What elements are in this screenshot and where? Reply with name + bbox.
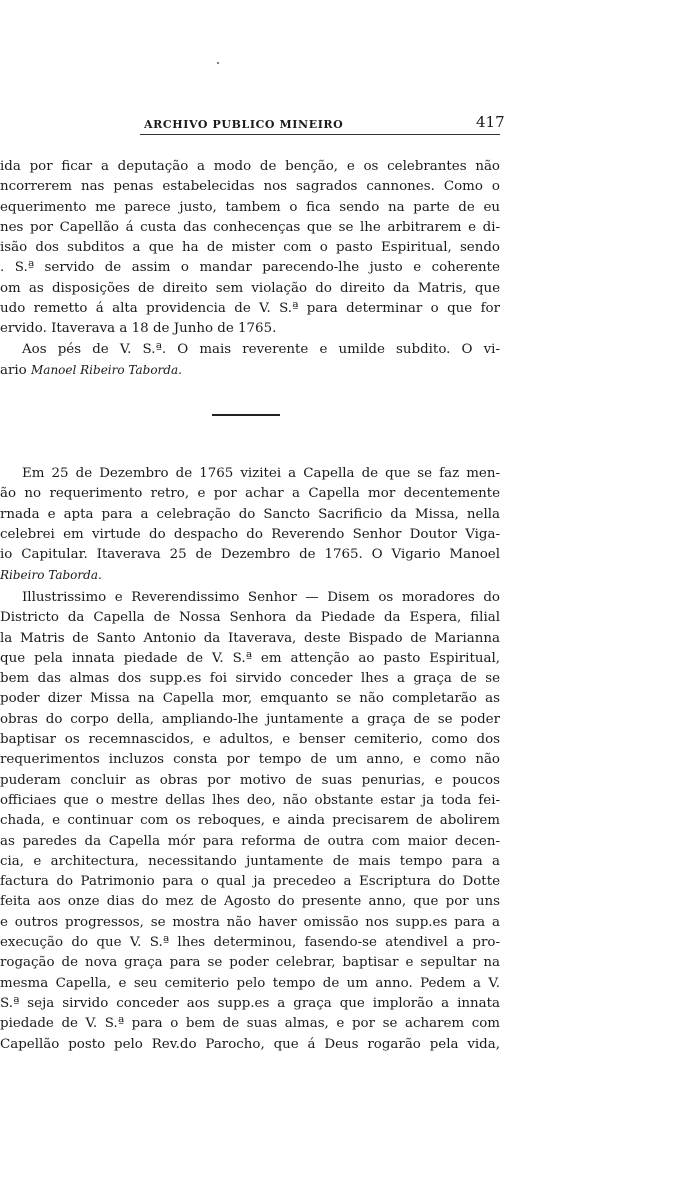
page-header bbox=[140, 112, 505, 138]
closing-line: Aos pés de V. S.ª. O mais reverente e umilde subdito. O vi- bbox=[22, 341, 500, 357]
signature-prefix: ario bbox=[0, 362, 27, 378]
text-line: poder dizer Missa na Capella mor, emquanto se não completarão as bbox=[0, 691, 500, 707]
section-separator bbox=[212, 414, 280, 416]
text-line: equerimento me parece justo, tambem o fica sendo na parte de eu bbox=[0, 199, 500, 215]
text-line: Em 25 de Dezembro de 1765 vizitei a Capella de que se faz men- bbox=[22, 466, 500, 481]
text-line: ncorrerem nas penas estabelecidas nos sagrados cannones. Como o bbox=[0, 179, 500, 195]
text-line: que pela innata piedade de V. S.ª em attenção ao pasto Espiritual, bbox=[0, 650, 500, 666]
text-line: io Capitular. Itaverava 25 de Dezembro de 1765. O Vigario Manoel bbox=[0, 547, 500, 563]
text-line: ervido. Itaverava a 18 de Junho de 1765. bbox=[0, 321, 277, 337]
text-line: cia, e architectura, necessitando juntamente de mais tempo para a bbox=[0, 853, 500, 869]
text-line: la Matris de Santo Antonio da Itaverava, deste Bispado de Marianna bbox=[0, 630, 500, 646]
paragraph-request-opinion bbox=[0, 157, 500, 381]
text-line: e outros progressos, se mostra não haver omissão nos supp.es para a bbox=[0, 914, 500, 930]
speck-mark bbox=[217, 62, 219, 64]
text-line: officiaes que o mestre dellas lhes deo, não obstante estar ja toda fei- bbox=[0, 792, 500, 808]
text-line: Districto da Capella de Nossa Senhora da Piedade da Espera, filial bbox=[0, 610, 500, 626]
running-title: ARCHIVO PUBLICO MINEIRO bbox=[144, 118, 344, 131]
text-line: obras do corpo della, ampliando-lhe juntamente a graça de se poder bbox=[0, 711, 500, 727]
signature-line bbox=[0, 360, 500, 381]
text-line: udo remetto á alta providencia de V. S.ª para determinar o que for bbox=[0, 301, 500, 317]
text-line: isão dos subditos a que ha de mister com o pasto Espiritual, sendo bbox=[0, 240, 500, 256]
signature-name: Manoel Ribeiro Taborda. bbox=[31, 362, 182, 377]
text-line: nes por Capellão á custa das conhecenças que se lhe arbitrarem e di- bbox=[0, 219, 500, 235]
paragraph-petition bbox=[0, 588, 500, 1055]
text-line: Capellão posto pelo Rev.do Parocho, que á Deus rogarão pela vida, bbox=[0, 1036, 500, 1052]
text-line: ida por ficar a deputação a modo de benção, e os celebrantes não bbox=[0, 159, 500, 174]
text-line: mesma Capella, e seu cemiterio pelo tempo de um anno. Pedem a V. bbox=[0, 975, 500, 991]
text-line: as paredes da Capella mór para reforma de outra com maior decen- bbox=[0, 833, 500, 849]
signature-line bbox=[0, 565, 500, 586]
text-line: S.ª seja sirvido conceder aos supp.es a graça que implorão a innata bbox=[0, 995, 500, 1011]
page-number: 417 bbox=[476, 113, 505, 131]
paragraph-visit-record bbox=[0, 464, 500, 587]
signature-name: Ribeiro Taborda. bbox=[0, 568, 102, 583]
text-line: rogação de nova graça para se poder celebrar, baptisar e sepultar na bbox=[0, 955, 500, 971]
text-line: puderam concluir as obras por motivo de suas penurias, e poucos bbox=[0, 772, 500, 788]
text-line: piedade de V. S.ª para o bem de suas almas, e por se acharem com bbox=[0, 1016, 500, 1032]
text-line: feita aos onze dias do mez de Agosto do presente anno, que por uns bbox=[0, 894, 500, 910]
text-line: requerimentos incluzos consta por tempo de um anno, e como não bbox=[0, 752, 500, 768]
text-line: baptisar os recemnascidos, e adultos, e benser cemiterio, como dos bbox=[0, 732, 500, 748]
header-rule bbox=[140, 134, 500, 135]
text-line: . S.ª servido de assim o mandar parecendo-lhe justo e coherente bbox=[0, 260, 500, 276]
text-line: rnada e apta para a celebração do Sancto Sacrificio da Missa, nella bbox=[0, 506, 500, 522]
text-line: ão no requerimento retro, e por achar a Capella mor decentemente bbox=[0, 486, 500, 502]
text-line: Illustrissimo e Reverendissimo Senhor — Disem os moradores do bbox=[22, 590, 500, 605]
text-line: execução do que V. S.ª lhes determinou, fasendo-se atendivel a pro- bbox=[0, 935, 500, 951]
text-line: celebrei em virtude do despacho do Reverendo Senhor Doutor Viga- bbox=[0, 526, 500, 542]
text-line: chada, e continuar com os reboques, e ainda precisarem de abolirem bbox=[0, 813, 500, 829]
text-line: om as disposições de direito sem violação do direito da Matris, que bbox=[0, 280, 500, 296]
text-line: factura do Patrimonio para o qual ja precedeo a Escriptura do Dotte bbox=[0, 874, 500, 890]
text-line: bem das almas dos supp.es foi sirvido conceder lhes a graça de se bbox=[0, 671, 500, 687]
